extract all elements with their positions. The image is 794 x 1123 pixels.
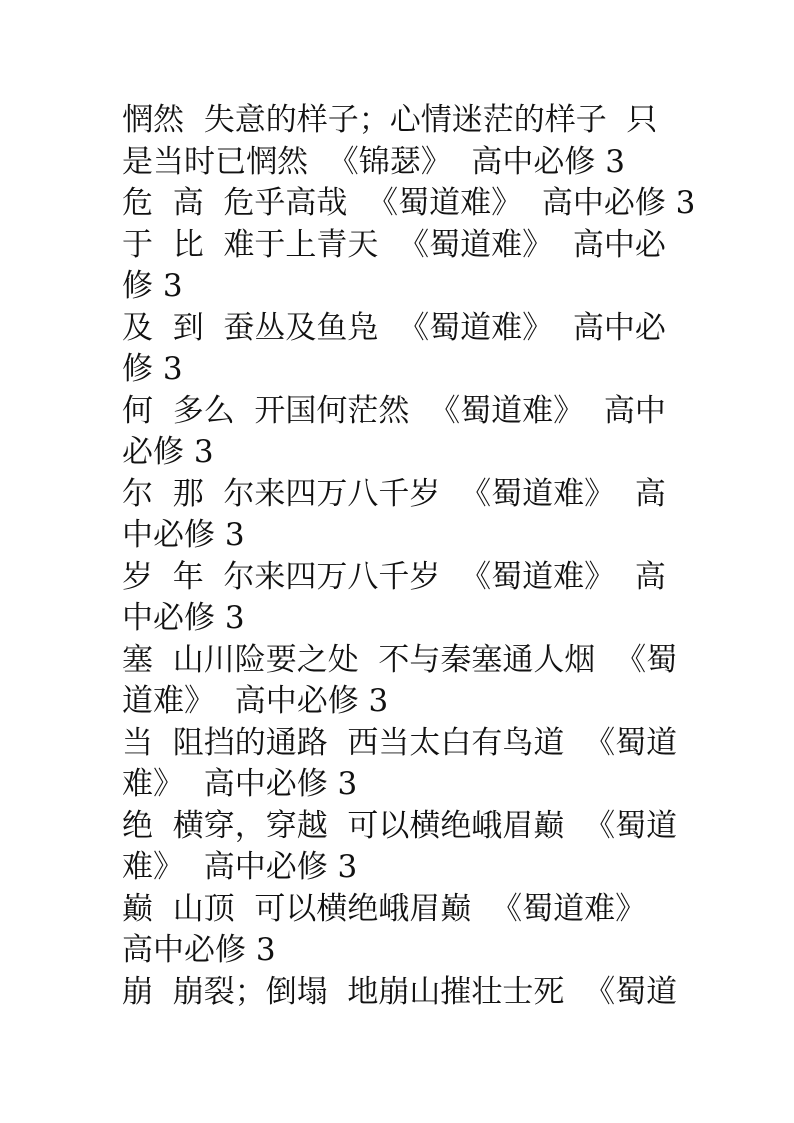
text-line: 惘然 失意的样子；心情迷茫的样子 只 [122, 102, 658, 138]
text-line: 道难》 高中必修 3 [122, 683, 389, 719]
text-line: 及 到 蚕丛及鱼凫 《蜀道难》 高中必 [122, 309, 666, 346]
text-line: 当 阻挡的通路 西当太白有鸟道 《蜀道 [122, 724, 678, 761]
text-line: 岁 年 尔来四万八千岁 《蜀道难》 高 [122, 558, 666, 595]
text-line: 中必修 3 [122, 517, 245, 553]
text-line: 崩 崩裂；倒塌 地崩山摧壮士死 《蜀道 [122, 973, 678, 1010]
text-line: 难》 高中必修 3 [122, 766, 358, 802]
text-line: 修 3 [122, 351, 183, 387]
text-line: 修 3 [122, 268, 183, 304]
vocabulary-text-block [122, 100, 696, 1013]
text-line: 必修 3 [122, 434, 214, 470]
text-line: 巅 山顶 可以横绝峨眉巅 《蜀道难》 [122, 890, 647, 927]
text-line: 中必修 3 [122, 600, 245, 636]
text-line: 于 比 难于上青天 《蜀道难》 高中必 [122, 226, 666, 263]
text-line: 危 高 危乎高哉 《蜀道难》 高中必修 3 [122, 185, 696, 221]
text-line: 绝 横穿，穿越 可以横绝峨眉巅 《蜀道 [122, 807, 678, 844]
text-line: 塞 山川险要之处 不与秦塞通人烟 《蜀 [122, 641, 678, 678]
text-line: 尔 那 尔来四万八千岁 《蜀道难》 高 [122, 475, 666, 512]
text-line: 何 多么 开国何茫然 《蜀道难》 高中 [122, 392, 666, 429]
text-line: 难》 高中必修 3 [122, 849, 358, 885]
text-line: 高中必修 3 [122, 932, 276, 968]
text-line: 是当时已惘然 《锦瑟》 高中必修 3 [122, 143, 625, 180]
